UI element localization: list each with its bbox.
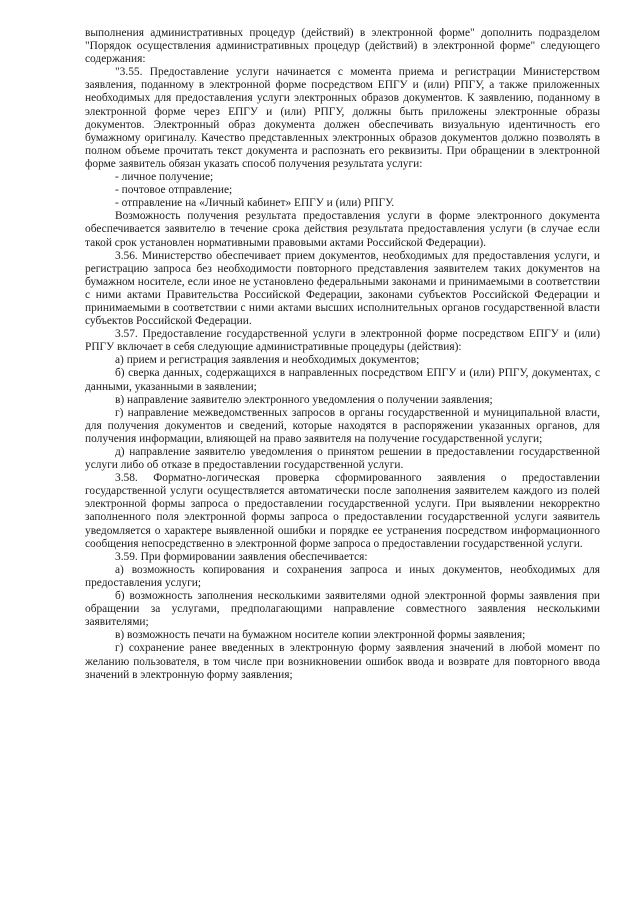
paragraph-3-57: 3.57. Предоставление государственной услуги в электронной форме посредством ЕПГУ и (или) РПГУ включает в себя следующие административные процедуры (действия): <box>85 328 600 354</box>
list-item-personal: - личное получение; <box>115 171 214 184</box>
paragraph-3-58: 3.58. Форматно-логическая проверка сформированного заявления о предоставлении государственной услуги осуществляется автоматически после заполнения заявителем каждого из полей электронной формы запроса о предоставлении государственной услуги. При выявлении некорректно заполненного поля электронной формы запроса о предоставлении государственной услуги заявитель уведомляется о характере выявленной ошибки и порядке ее устранения посредством информационного сообщения непосредственно в электронной форме запроса о предоставлении государственной услуги. <box>85 472 600 550</box>
list-item-a: а) прием и регистрация заявления и необходимых документов; <box>115 354 420 367</box>
paragraph-3-56: 3.56. Министерство обеспечивает прием документов, необходимых для предоставления услуги, и регистрацию запроса без необходимости повторного представления заявителем таких документов на бумажном носителе, если иное не установлено федеральными законами и принимаемыми в соответствии с ними актами Правительства Российской Федерации, законами субъектов Российской Федерации и принимаемыми в соответствии с ними актами высших исполнительных органов государственной власти субъектов Российской Федерации. <box>85 249 600 328</box>
list-item-v-2: в) возможность печати на бумажном носителе копии электронной формы заявления; <box>115 629 526 642</box>
list-item-b: б) сверка данных, содержащихся в направленных посредством ЕПГУ и (или) РПГУ, документах, с данными, указанными в заявлении; <box>85 367 600 393</box>
list-item-d: д) направление заявителю уведомления о принятом решении в предоставлении государственной услуги либо об отказе в предоставлении государственной услуги. <box>85 446 600 472</box>
paragraph-result-access: Возможность получения результата предоставления услуги в форме электронного документа обеспечивается заявителю в течение срока действия результата предоставления услуги (в случае если такой срок установлен нормативными правовыми актами Российской Федерации). <box>85 210 600 249</box>
paragraph-3-55: "3.55. Предоставление услуги начинается с момента приема и регистрации Министерством заявления, поданному в электронной форме посредством ЕПГУ и (или) РПГУ, а также приложенных необходимых для предоставления услуги электронных образов документов. К заявлению, поданному в электронной форме через ЕПГУ и (или) РПГУ, должны быть приложены электронные образы документов. Электронный образ документа должен обеспечивать визуальную идентичность его бумажному оригиналу. Качество представленных электронных образов документов должно позволять в полном объеме прочитать текст документа и распознать его реквизиты. При обращении в электронной форме заявитель обязан указать способ получения результата услуги: <box>85 66 600 170</box>
list-item-postal: - почтовое отправление; <box>115 184 233 197</box>
list-item-v: в) направление заявителю электронного уведомления о получении заявления; <box>115 393 493 406</box>
list-item-b-2: б) возможность заполнения несколькими заявителями одной электронной формы заявления при обращении за услугами, предполагающими направление совместного заявления несколькими заявителями; <box>85 590 600 629</box>
list-item-a-2: а) возможность копирования и сохранения запроса и иных документов, необходимых для предоставления услуги; <box>85 563 600 589</box>
paragraph-3-59: 3.59. При формировании заявления обеспечивается: <box>115 550 368 563</box>
list-item-g-2: г) сохранение ранее введенных в электронную форму заявления значений в любой момент по желанию пользователя, в том числе при возникновении ошибок ввода и возврате для повторного ввода значений в электронную форму заявления; <box>85 642 600 681</box>
list-item-cabinet: - отправление на «Личный кабинет» ЕПГУ и (или) РПГУ. <box>115 197 395 210</box>
paragraph-intro: выполнения административных процедур (действий) в электронной форме" дополнить подразделом "Порядок осуществления административных процедур (действий) в электронной форме" следующего содержания: <box>85 27 600 66</box>
list-item-g: г) направление межведомственных запросов в органы государственной и муниципальной власти, для получения документов и сведений, которые находятся в распоряжении указанных органов, для получения информации, влияющей на право заявителя на получение государственной услуги; <box>85 406 600 445</box>
